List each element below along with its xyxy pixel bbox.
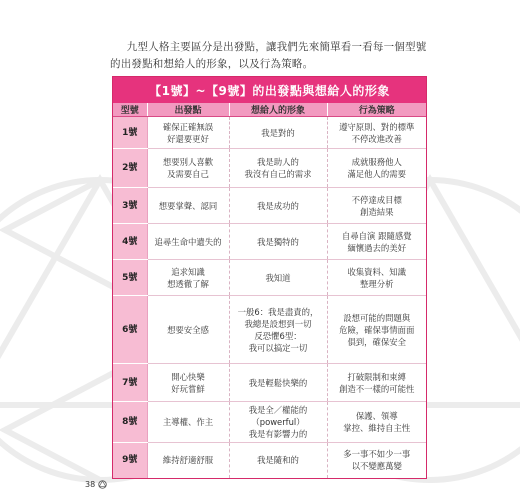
strategy-cell: 成就服務他人 滿足他人的需要: [327, 149, 426, 188]
strategy-cell: 多一事不如少一事 以不變應萬變: [343, 449, 411, 472]
image-cell: 我是全／權能的 （powerful） 我是有影響力的: [229, 402, 327, 443]
origin-cell: 追尋生命中遺失的: [147, 224, 229, 260]
type-cell: 9號: [113, 443, 147, 478]
image-cell: 我知道: [229, 260, 327, 296]
header-origin: 出發點: [147, 103, 229, 117]
intro-paragraph: 九型人格主要區分是出發點，讓我們先來簡單看一看每一個型號的出發點和想給人的形象，以及行為策略。: [110, 41, 427, 70]
table-row: [113, 402, 426, 443]
origin-cell: 開心快樂 好玩嘗鮮: [147, 364, 229, 402]
image-cell: 我是對的: [229, 117, 327, 149]
enneagram-table: [112, 76, 427, 479]
header-image: 想給人的形象: [229, 103, 327, 117]
strategy-cell: 不停達成目標 創造結果: [327, 188, 426, 224]
table-row: [113, 260, 426, 296]
strategy-cell: 遵守原則、對的標準 不停改進改善: [327, 117, 426, 149]
image-cell: 我是輕鬆快樂的: [229, 364, 327, 402]
origin-cell: 追求知識 想透徹了解: [147, 260, 229, 296]
type-cell: 3號: [113, 188, 147, 224]
origin-cell: 想要安全感: [147, 296, 229, 364]
table-row: [113, 224, 426, 260]
header-strategy: 行為策略: [327, 103, 426, 117]
strategy-cell: 設想可能的問題與 危險，確保事情面面 俱到，確保安全: [327, 296, 426, 364]
type-cell: 6號: [113, 296, 147, 364]
table-row: [113, 188, 426, 224]
image-cell: 一般6：我是盡責的， 我總是設想到一切 反恐懼6型： 我可以搞定一切: [229, 296, 327, 364]
type-cell: 4號: [113, 224, 147, 260]
type-cell: 1號: [113, 117, 147, 149]
page-number: 38: [85, 480, 96, 489]
table-row: [113, 149, 426, 188]
table-row: [113, 364, 426, 402]
image-cell: 我是隨和的: [229, 443, 327, 478]
table-title: 【1號】~【9號】的出發點與想給人的形象: [113, 77, 426, 103]
table-row: [113, 296, 426, 364]
image-cell: 我是助人的 我沒有自己的需求: [229, 149, 327, 188]
header-type: 型號: [113, 103, 147, 117]
origin-cell: 主導權、作主: [147, 402, 229, 443]
strategy-cell: 自尋自演 跟隨感覺 緬懷過去的美好: [327, 224, 426, 260]
strategy-cell: 保護、領導 掌控、維持自主性: [327, 402, 426, 443]
table-row: [113, 443, 426, 478]
type-cell: 7號: [113, 364, 147, 402]
enneagram-logo-icon: [98, 480, 107, 489]
origin-cell: 維持舒適舒服: [147, 443, 229, 478]
origin-cell: 想要掌聲、認同: [147, 188, 229, 224]
origin-cell: 想要別人喜歡 及需要自己: [147, 149, 229, 188]
origin-cell: 確保正確無誤 好還要更好: [147, 117, 229, 149]
type-cell: 5號: [113, 260, 147, 296]
strategy-cell: 打破限制和束縛 創造不一樣的可能性: [327, 364, 426, 402]
table-row: [113, 117, 426, 149]
image-cell: 我是成功的: [229, 188, 327, 224]
type-cell: 8號: [113, 402, 147, 443]
image-cell: 我是獨特的: [229, 224, 327, 260]
header-row: [113, 103, 426, 117]
page-footer: [85, 480, 107, 489]
type-cell: 2號: [113, 149, 147, 188]
strategy-cell: 收集資料、知識 整理分析: [327, 260, 426, 296]
